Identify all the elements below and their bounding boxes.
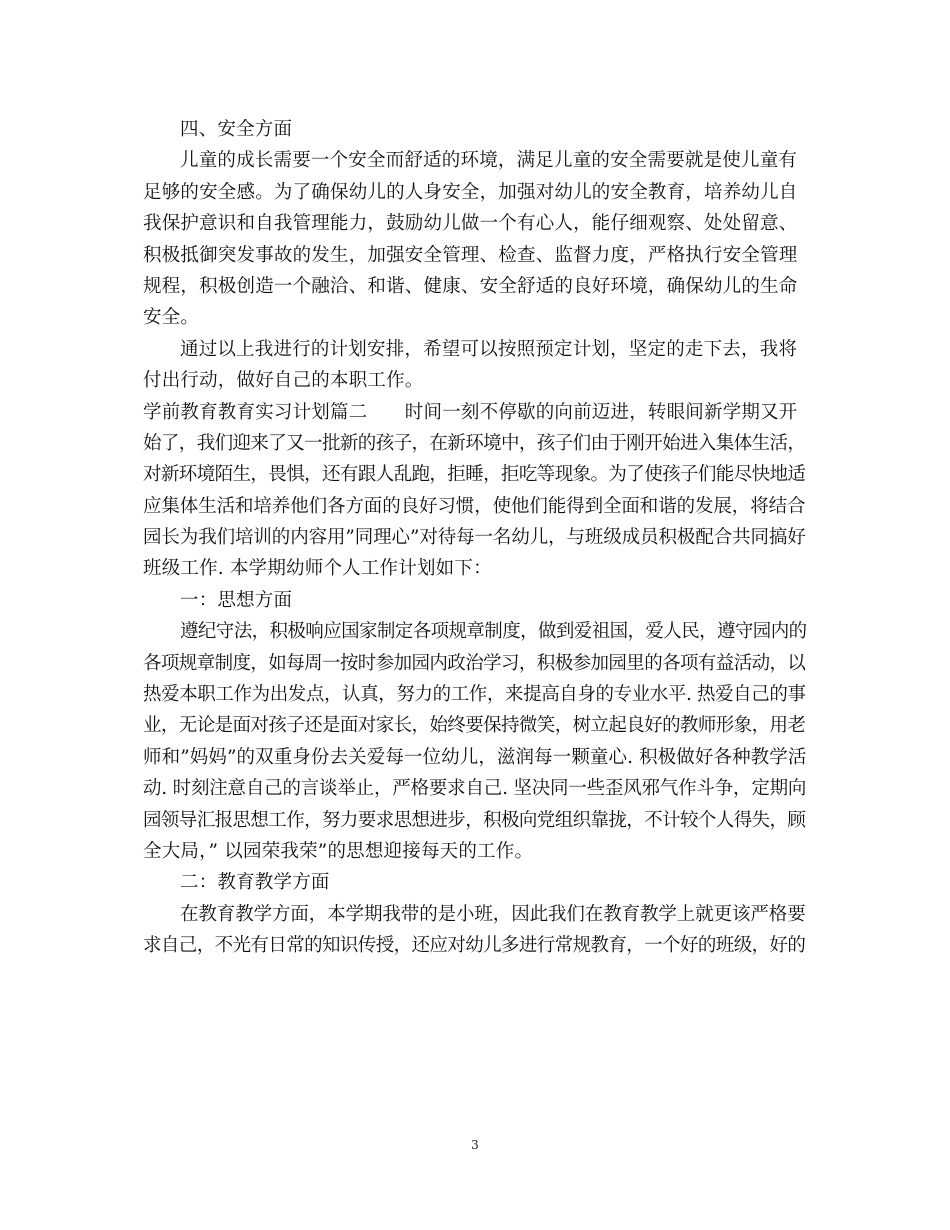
text-line: 业，无论是面对孩子还是面对家长，始终要保持微笑，树立起良好的教师形象，用老 [143, 715, 806, 737]
page-number: 3 [471, 1138, 479, 1152]
text-line: 始了，我们迎来了又一批新的孩子，在新环境中，孩子们由于刚开始进入集体生活， [143, 432, 806, 454]
text-line: 应集体生活和培养他们各方面的良好习惯，使他们能得到全面和谐的发展，将结合 [143, 495, 806, 517]
text-line: 师和”妈妈”的双重身份去关爱每一位幼儿，滋润每一颗童心. 积极做好各种教学活 [143, 746, 807, 768]
text-line: 各项规章制度，如每周一按时参加园内政治学习，积极参加园里的各项有益活动，以 [143, 652, 806, 674]
document-body [143, 114, 807, 962]
text-line: 儿童的成长需要一个安全而舒适的环境，满足儿童的安全需要就是使儿童有 [180, 150, 798, 172]
text-line: 规程，积极创造一个融洽、和谐、健康、安全舒适的良好环境，确保幼儿的生命 [143, 275, 798, 297]
text-line: 热爱本职工作为出发点，认真，努力的工作，来提高自身的专业水平. 热爱自己的事 [143, 684, 806, 706]
text-line: 班级工作. 本学期幼师个人工作计划如下： [143, 558, 492, 580]
text-line: 二：教育教学方面 [180, 872, 330, 894]
text-line: 通过以上我进行的计划安排，希望可以按照预定计划，坚定的走下去，我将 [180, 338, 798, 360]
text-line: 动. 时刻注意自己的言谈举止，严格要求自己. 坚决同一些歪风邪气作斗争，定期向 [143, 778, 807, 800]
text-line: 求自己，不光有日常的知识传授，还应对幼儿多进行常规教育，一个好的班级，好的 [143, 935, 806, 957]
text-line: 我保护意识和自我管理能力，鼓励幼儿做一个有心人，能仔细观察、处处留意、 [143, 213, 798, 235]
text-line: 四、安全方面 [180, 119, 293, 140]
text-line: 安全。 [143, 307, 200, 329]
text-line: 全大局，” 以园荣我荣”的思想迎接每天的工作。 [143, 840, 534, 862]
text-line: 遵纪守法，积极响应国家制定各项规章制度，做到爱祖国，爱人民，遵守园内的 [180, 621, 807, 643]
text-line: 付出行动，做好自己的本职工作。 [143, 370, 424, 392]
text-line: 在教育教学方面，本学期我带的是小班，因此我们在教育教学上就更该严格要 [180, 903, 806, 925]
text-line: 足够的安全感。为了确保幼儿的人身安全，加强对幼儿的安全教育，培养幼儿自 [143, 181, 798, 203]
text-line: 园长为我们培训的内容用”同理心”对待每一名幼儿，与班级成员积极配合共同搞好 [143, 527, 806, 549]
text-line: 积极抵御突发事故的发生，加强安全管理、检查、监督力度，严格执行安全管理 [143, 244, 798, 266]
text-line: 学前教育教育实习计划篇二 时间一刻不停歇的向前迈进，转眼间新学期又开 [143, 401, 798, 423]
text-line: 对新环境陌生，畏惧，还有跟人乱跑，拒睡，拒吃等现象。为了使孩子们能尽快地适 [143, 464, 806, 486]
text-line: 一：思想方面 [180, 589, 293, 611]
text-line: 园领导汇报思想工作，努力要求思想进步，积极向党组织靠拢，不计较个人得失，顾 [143, 809, 806, 831]
